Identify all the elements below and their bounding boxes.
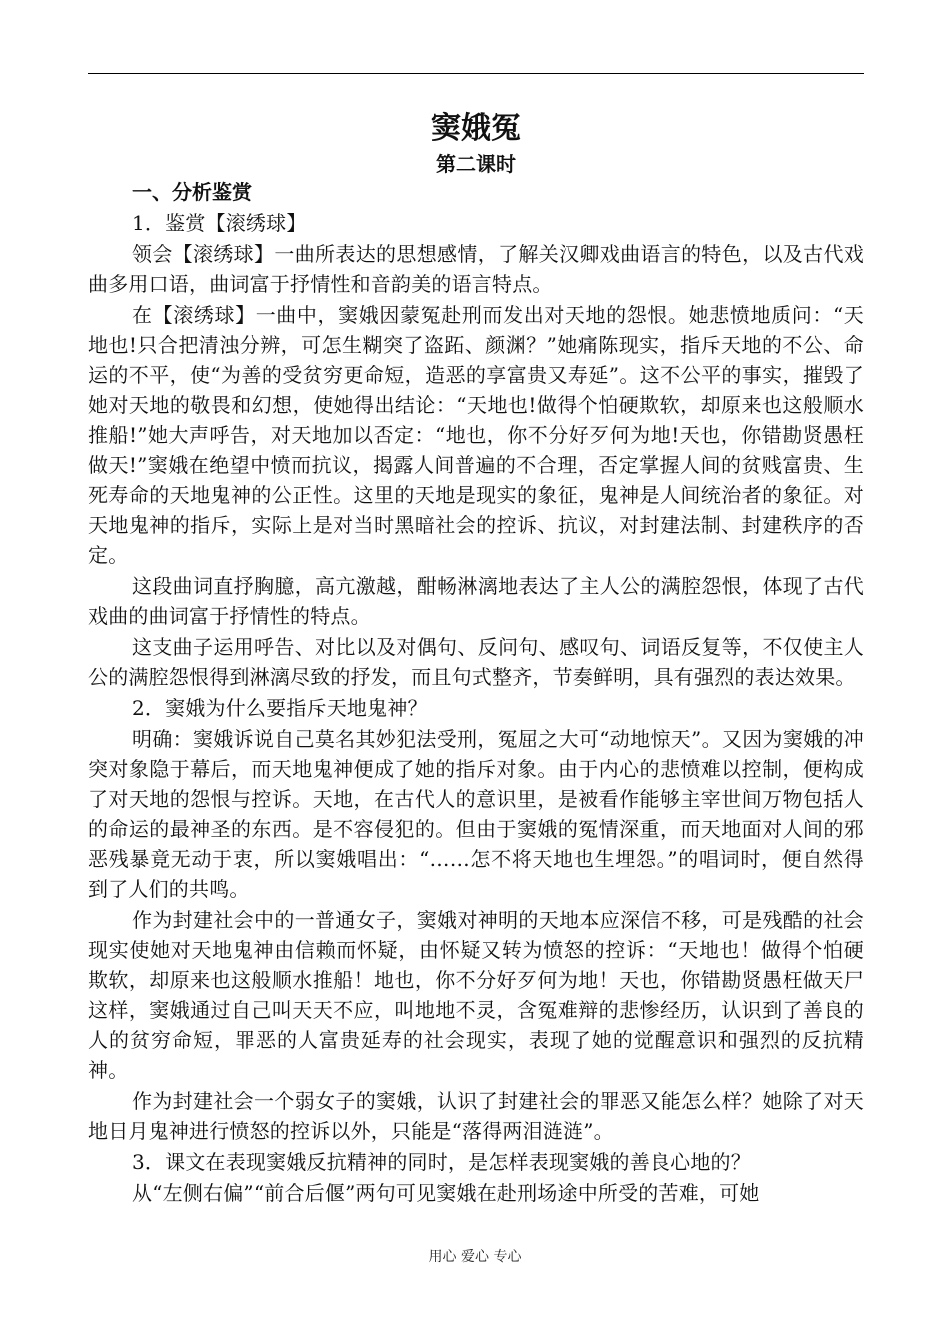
paragraph: 这段曲词直抒胸臆，高亢激越，酣畅淋漓地表达了主人公的满腔怨恨，体现了古代戏曲的曲词富于抒情性的特点。 bbox=[88, 574, 864, 628]
paragraph: 领会【滚绣球】一曲所表达的思想感情，了解关汉卿戏曲语言的特色，以及古代戏曲多用口语，曲词富于抒情性和音韵美的语言特点。 bbox=[88, 242, 864, 296]
paragraph: 这支曲子运用呼告、对比以及对偶句、反问句、感叹句、词语反复等，不仅使主人公的满腔怨恨得到淋漓尽致的抒发，而且句式整齐，节奏鲜明，具有强烈的表达效果。 bbox=[88, 635, 864, 689]
paragraph: 作为封建社会一个弱女子的窦娥，认识了封建社会的罪恶又能怎么样？她除了对天地日月鬼神进行愤怒的控诉以外，只能是“落得两泪涟涟”。 bbox=[88, 1089, 864, 1143]
paragraph: 在【滚绣球】一曲中，窦娥因蒙冤赴刑而发出对天地的怨恨。她悲愤地质问：“天地也!只合把清浊分辨，可怎生糊突了盗跖、颜渊？”她痛陈现实，指斥天地的不公、命运的不平，使“为善的受贫穷更命短，造恶的享富贵又寿延”。这不公平的事实，摧毁了她对天地的敬畏和幻想，使她得出结论：“天地也!做得个怕硬欺软，却原来也这般顺水推船!”她大声呼告，对天地加以否定：“地也，你不分好歹何为地!天也，你错勘贤愚枉做天!”窦娥在绝望中愤而抗议，揭露人间普遍的不合理，否定掌握人间的贫贱富贵、生死寿命的天地鬼神的公正性。这里的天地是现实的象征，鬼神是人间统治者的象征。对天地鬼神的指斥，实际上是对当时黑暗社会的控诉、抗议，对封建法制、封建秩序的否定。 bbox=[88, 303, 864, 567]
item-heading-2: 2．窦娥为什么要指斥天地鬼神？ bbox=[132, 696, 428, 720]
header-rule bbox=[88, 73, 864, 74]
document-subtitle: 第二课时 bbox=[436, 152, 516, 176]
section-heading: 一、分析鉴赏 bbox=[132, 180, 252, 204]
paragraph: 作为封建社会中的一普通女子，窦娥对神明的天地本应深信不移，可是残酷的社会现实使她对天地鬼神由信赖而怀疑，由怀疑又转为愤怒的控诉：“天地也！做得个怕硬欺软，却原来也这般顺水推船！地也，你不分好歹何为地！天也，你错勘贤愚枉做天尸这样，窦娥通过自己叫天天不应，叫地地不灵，含冤难辩的悲惨经历，认识到了善良的人的贫穷命短，罪恶的人富贵延寿的社会现实，表现了她的觉醒意识和强烈的反抗精神。 bbox=[88, 908, 864, 1082]
paragraph: 明确：窦娥诉说自己莫名其妙犯法受刑，冤屈之大可“动地惊天”。又因为窦娥的冲突对象隐于幕后，而天地鬼神便成了她的指斥对象。由于内心的悲愤难以控制，便构成了对天地的怨恨与控诉。天地，在古代人的意识里，是被看作能够主宰世间万物包括人的命运的最神圣的东西。是不容侵犯的。但由于窦娥的冤情深重，而天地面对人间的邪恶残暴竟无动于衷，所以窦娥唱出：“……怎不将天地也生埋怨。”的唱词时，便自然得到了人们的共鸣。 bbox=[88, 727, 864, 901]
item-heading-3: 3．课文在表现窦娥反抗精神的同时，是怎样表现窦娥的善良心地的？ bbox=[132, 1150, 751, 1174]
paragraph: 从“左侧右偏”“前合后偃”两句可见窦娥在赴刑场途中所受的苦难，可她 bbox=[132, 1181, 760, 1205]
document-title: 窦娥冤 bbox=[431, 111, 521, 146]
page-footer: 用心 爱心 专心 bbox=[428, 1249, 522, 1265]
item-heading-1: 1．鉴赏【滚绣球】 bbox=[132, 211, 307, 235]
document-body bbox=[88, 108, 864, 1209]
